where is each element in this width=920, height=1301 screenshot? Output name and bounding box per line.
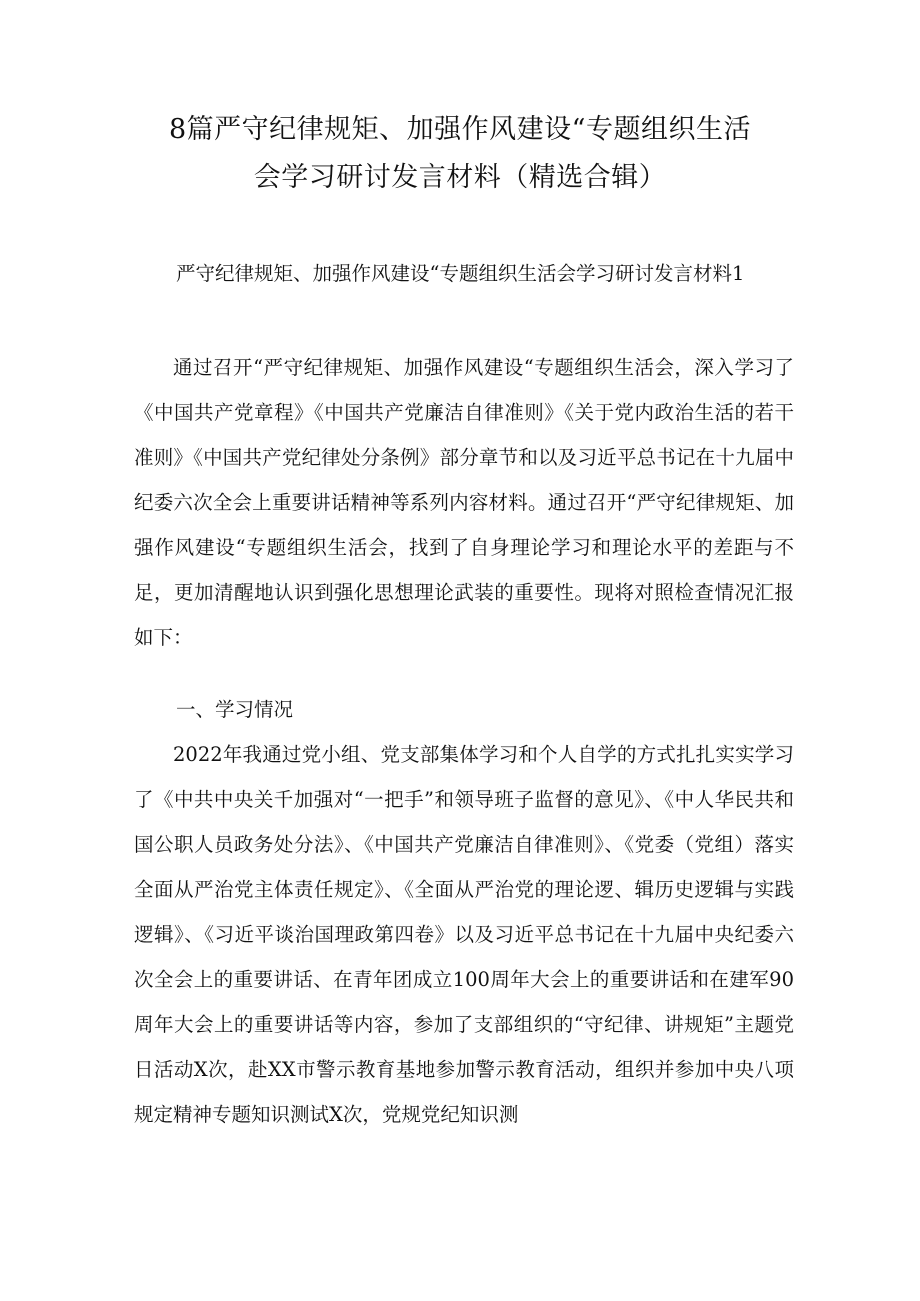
section-heading-study: 一、学习情况 [176,698,294,721]
document-title-line-1: 8篇严守纪律规矩、加强作风建设“专题组织生活 [169,114,751,145]
body-paragraph-2-container [134,732,794,1182]
body-paragraph-2: 2022年我通过党小组、党支部集体学习和个人自学的方式扎扎实实学习了《中共中央关千加强对“一把手”和领导班子监督的意见》、《中人华民共和国公职人员政务处分法》、《中国共产党廉洁自律准则》、《党委（党组）落实全面从严治党主体责任规定》、《全面从严治党的理论逻、辑历史逻辑与实践逻辑》、《习近平谈治国理政第四卷》以及习近平总书记在十九届中央纪委六次全会上的重要讲话、在青年团成立100周年大会上的重要讲话和在建军90周年大会上的重要讲话等内容，参加了支部组织的“守纪律、讲规矩”主题党日活动X次，赴XX市警示教育基地参加警示教育活动，组织并参加中央八项规定精神专题知识测试X次，党规党纪知识测 [134,743,794,1126]
body-paragraph-1: 通过召开“严守纪律规矩、加强作风建设“专题组织生活会，深入学习了《中国共产党章程》《中国共产党廉洁自律准则》《关于党内政治生活的若干准则》《中国共产党纪律处分条例》部分章节和以及习近平总书记在十九届中纪委六次全会上重要讲话精神等系列内容材料。通过召开“严守纪律规矩、加强作风建设“专题组织生活会，找到了自身理论学习和理论水平的差距与不足，更加清醒地认识到强化思想理论武装的重要性。现将对照检查情况汇报如下： [134,356,794,649]
section-subtitle: 严守纪律规矩、加强作风建设“专题组织生活会学习研讨发言材料1 [176,262,745,285]
body-paragraph-1-container [134,345,794,660]
document-title-line-2: 会学习研讨发言材料（精选合辑） [253,162,667,193]
